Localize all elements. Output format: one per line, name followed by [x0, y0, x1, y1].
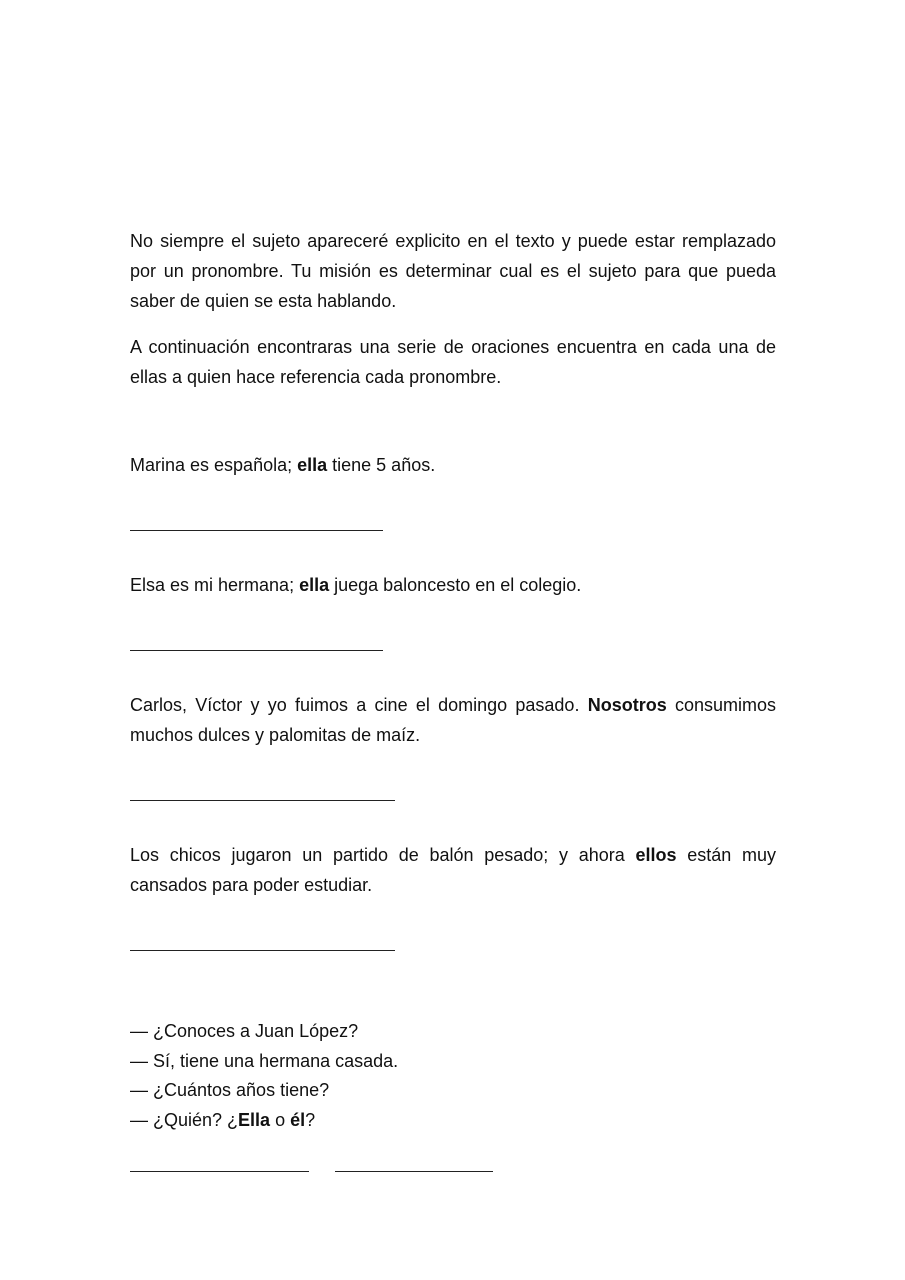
intro-paragraph-2: A continuación encontraras una serie de oraciones encuentra en cada una de ellas a quien hace referencia cada pronombre.: [130, 337, 776, 387]
intro-paragraph-1: No siempre el sujeto apareceré explicito en el texto y puede estar remplazado por un pronombre. Tu misión es determinar cual es el sujeto para que pueda saber de quien se esta hablando.: [130, 231, 776, 311]
answer-blank-pair: [130, 1151, 776, 1181]
dialog-block: [130, 1017, 776, 1135]
exercise-2-pronoun: ella: [299, 575, 330, 595]
exercise-3-pronoun: Nosotros: [587, 695, 667, 715]
exercise-sentence-1: [130, 450, 776, 480]
answer-blank-5[interactable]: [130, 1171, 309, 1172]
exercise-1-pronoun: ella: [297, 455, 328, 475]
dialog-line-4: [130, 1106, 776, 1136]
answer-blank-4[interactable]: [130, 930, 776, 960]
dialog-line-4-after: ?: [305, 1109, 316, 1130]
exercise-3-before: Carlos, Víctor y yo fuimos a cine el domingo pasado.: [130, 695, 588, 715]
exercise-4-after: están muy cansados para poder estudiar.: [130, 845, 777, 895]
dialog-pronoun-ella: Ella: [238, 1109, 271, 1130]
exercise-1-before: Marina es española;: [130, 455, 298, 475]
answer-blank-2[interactable]: [130, 630, 776, 660]
exercise-sentence-3: [130, 690, 776, 750]
dialog-pronoun-el: él: [290, 1109, 306, 1130]
exercise-2-before: Elsa es mi hermana;: [130, 575, 300, 595]
worksheet-page: [130, 226, 776, 1181]
answer-blank-3[interactable]: [130, 780, 776, 810]
exercise-sentence-4: [130, 840, 776, 900]
dialog-line-3: — ¿Cuántos años tiene?: [130, 1080, 330, 1100]
answer-blank-6[interactable]: [335, 1171, 493, 1172]
exercise-4-pronoun: ellos: [635, 845, 677, 865]
exercise-3-after: consumimos muchos dulces y palomitas de maíz.: [130, 695, 776, 745]
exercise-2-after: juega baloncesto en el colegio.: [329, 575, 582, 595]
dialog-line-4-before: — ¿Quién? ¿: [130, 1109, 239, 1130]
exercise-4-before: Los chicos jugaron un partido de balón pesado; y ahora: [130, 845, 636, 865]
exercise-sentence-2: [130, 570, 776, 600]
exercise-1-after: tiene 5 años.: [327, 455, 436, 475]
dialog-line-4-mid: o: [270, 1109, 291, 1130]
answer-blank-1[interactable]: [130, 510, 776, 540]
dialog-line-1: — ¿Conoces a Juan López?: [130, 1021, 359, 1041]
dialog-line-2: — Sí, tiene una hermana casada.: [130, 1050, 399, 1071]
